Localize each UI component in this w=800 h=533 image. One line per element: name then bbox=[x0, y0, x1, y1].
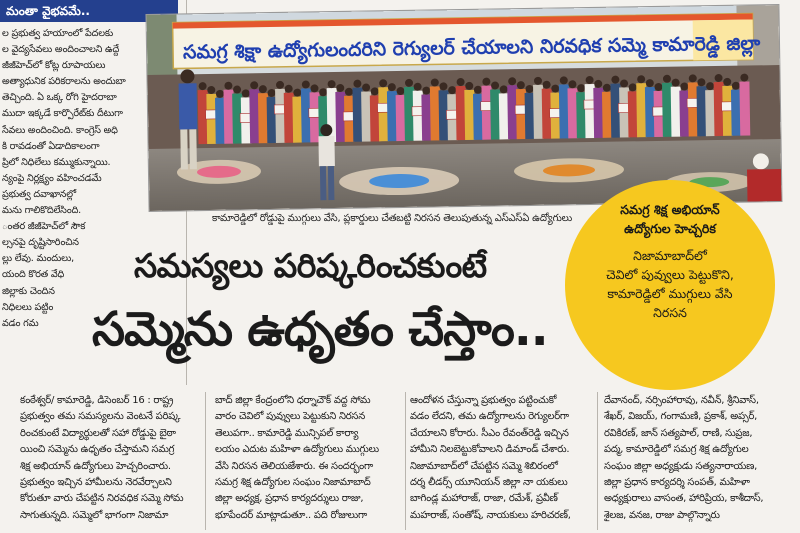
text-line: జిల్లా అధ్యక్ష, ప్రధాన కార్యదర్శులు రాజు, bbox=[215, 493, 364, 505]
text-line: శైలజ, వనజ, రాజు పాల్గొన్నారు bbox=[604, 509, 720, 521]
text-line: వారం చెవిలో పువ్వులు పెట్టుకుని నిరసన bbox=[215, 411, 365, 423]
text-line: జిల్లాకు చెందిన bbox=[2, 285, 55, 297]
text-line: నిధిలలు పట్టిం bbox=[2, 301, 54, 313]
body-column-divider bbox=[597, 392, 598, 530]
text-line: భూపేందర్ మాట్లాడుతూ.. పది రోజులుగా bbox=[215, 509, 367, 521]
left-column-heading: మంతా వైభవమే.. bbox=[0, 0, 178, 22]
body-column-divider bbox=[205, 392, 206, 530]
body-column-divider bbox=[405, 392, 406, 530]
article-column-3 bbox=[410, 393, 592, 524]
text-line: ల వైద్యసేవలు అందించాలని ఉద్దే bbox=[2, 44, 120, 56]
text-line: సంఘం జిల్లా అధ్యక్షుడు సత్యనారాయణ, bbox=[604, 460, 758, 472]
text-line: ఉద్యోగుల హెచ్చరిక bbox=[624, 221, 716, 236]
article-column-4 bbox=[604, 393, 786, 524]
text-line: యించి సమ్మెను ఉధృతం చేస్తామని సమగ్ర bbox=[20, 444, 175, 456]
text-line: కోరుతూ వారు చేపట్టిన నిరవధిక సమ్మె సోమ bbox=[20, 493, 184, 505]
article-column-2 bbox=[215, 393, 397, 524]
text-line: రవికిరణ్, జాన్ సత్యపాల్, రాణి, సుప్రజ, bbox=[604, 427, 753, 439]
text-line: శిక్ష అభియాన్ ఉద్యోగులు హెచ్చరించారు. bbox=[20, 460, 171, 472]
text-line: దేవానంద్, నర్సింహారావు, నవీన్, శ్రీనివాస్, bbox=[604, 395, 759, 406]
protest-photo bbox=[146, 5, 781, 211]
text-line: హామీని నిలబెట్టుకోవాలని డిమాండ్ చేశారు. bbox=[410, 444, 570, 456]
article-column-1 bbox=[20, 393, 202, 524]
badge-heading bbox=[565, 200, 775, 238]
text-line: జిల్లా ప్రధాన కార్యదర్శి సంపత్, మహిళా bbox=[604, 477, 750, 489]
text-line: చేయాలని కోరారు. సీఎం రేవంత్‌రెడ్డి ఇచ్చిన bbox=[410, 427, 569, 439]
text-line: ప్రిలో నిధిలేలు కమ్ముకున్నాయి. bbox=[2, 156, 111, 168]
text-line: రించకుంటే విద్యార్థులతో సహా రోడ్డుపై బైఠా bbox=[20, 427, 176, 439]
text-line: ంతర జీజీహెచ్‌లో సౌక bbox=[2, 221, 86, 233]
text-line: న్యంపై నిర్లక్ష్యం వహించడమే bbox=[2, 172, 102, 184]
text-line: తెచ్చింది. ఏ ఒక్క రోగి హైదరాబా bbox=[2, 92, 117, 104]
text-line: సమగ్ర శిక్ష అభియాన్ bbox=[620, 202, 720, 217]
text-line: ప్రభుత్వం ఇచ్చిన హామీలను నెరవేర్చాలని bbox=[20, 477, 172, 489]
text-line: కి రావడంతో ఏడాదికాలంగా bbox=[2, 140, 100, 152]
text-line: ల్సనపై దృష్టిసారించిన bbox=[2, 237, 79, 249]
text-line: అత్యాధునిక పరికరాలను అందుబా bbox=[2, 76, 126, 88]
text-line: బాగిండ్ల మహారాజ్, రాజా, రమేశ్, ప్రవీణ్ bbox=[410, 493, 558, 505]
text-line: పద్మ, కామారెడ్డిలో సమగ్ర శిక్ష ఉద్యోగుల bbox=[604, 444, 749, 456]
text-line: బాద్ జిల్లా కేంద్రంలోని ధర్నాచౌక్ వద్ద సోమ bbox=[215, 395, 371, 406]
text-line: ప్రభుత్వ దవాఖానల్లో bbox=[2, 188, 76, 200]
main-headline: సమ్మెను ఉధృతం చేస్తాం.. bbox=[92, 302, 548, 357]
text-line: యంది కొరత వేధి bbox=[2, 269, 65, 281]
text-line: ముదా ఇక్కడే కార్పొరేట్‌కు దీటుగా bbox=[2, 108, 123, 120]
text-line: వేసి నిరసన తెలియజేశారు. ఈ సందర్భంగా bbox=[215, 460, 373, 472]
protest-banner bbox=[173, 13, 761, 68]
text-line: నిజామాబాద్‌లో bbox=[633, 248, 707, 263]
text-line: ప్రభుత్వం తమ సమస్యలను వెంటనే పరిష్క bbox=[20, 411, 181, 423]
text-line: నిజామాబాద్‌లో చేపట్టిన సమ్మె శిబిరంలో bbox=[410, 460, 558, 472]
text-line: సాగుతున్నది. సమ్మెలో భాగంగా నిజామా bbox=[20, 509, 169, 521]
text-line: వడం గమ bbox=[2, 317, 39, 329]
text-line: చెవిలో పువ్వులు పెట్టుకొని, bbox=[606, 267, 734, 282]
text-line: సమగ్ర శిక్ష ఉద్యోగుల సంఘం నిజామాబాద్ bbox=[215, 477, 371, 489]
text-line: కంఠేశ్వర్/ కామారెడ్డి, డిసెంబర్ 16 : రాష్ట్ర bbox=[20, 395, 174, 406]
highlight-badge bbox=[565, 180, 775, 390]
text-line: ల్లు లేవు. మందులు, bbox=[2, 253, 74, 265]
headline-kicker: సమస్యలు పరిష్కరించకుంటే bbox=[134, 246, 487, 285]
text-line: మను గాలికొదిలేసింది. bbox=[2, 205, 81, 217]
text-line: ఆందోళన చేస్తున్నా ప్రభుత్వం పట్టించుకో bbox=[410, 395, 557, 406]
text-line: కామారెడ్డిలో ముగ్గులు వేసి bbox=[607, 286, 733, 301]
text-line: నిరసన bbox=[653, 305, 687, 320]
text-line: మహరాజ్, సంతోష్, నాయకులు హరిచరణ్, bbox=[410, 509, 571, 521]
banner-text: సమగ్ర శిక్షా ఉద్యోగులందరిని రెగ్యులర్ చేయాలని నిరవధిక సమ్మె కామారెడ్డి జిల్లా bbox=[182, 32, 761, 64]
badge-body bbox=[565, 246, 775, 322]
photo-caption: కామారెడ్డిలో రోడ్డుపై ముగ్గులు వేసి, ప్లకార్డులు చేతబట్టి నిరసన తెలుపుతున్న ఎస్ఎస్ఏ ఉద్యోగులు bbox=[212, 213, 573, 224]
text-line: శేఖర్, విజయ్, గంగామణి, ప్రకాశ్, అప్సర్, bbox=[604, 411, 758, 423]
text-line: సేవలు అందించింది. కాంగ్రెస్ అధి bbox=[2, 124, 118, 136]
text-line: అధ్యక్షురాలు వాసంత, హారిప్రియ, కాశీదాస్, bbox=[604, 493, 764, 505]
text-line: వడం లేదని, తమ ఉద్యోగాలను రెగ్యులర్‌గా bbox=[410, 411, 569, 423]
text-line: తెలుపగా.. కామారెడ్డి మున్సిపల్ కార్యా bbox=[215, 427, 359, 439]
text-line: జీజీహెచ్‌లో కోట్ల రూపాయలు bbox=[2, 60, 106, 72]
text-line: దర్శ లీడర్స్ యూనియన్ జిల్లా నా యకులు bbox=[410, 477, 568, 489]
text-line: ల ప్రభుత్వ హయాంలో పేదలకు bbox=[2, 28, 113, 39]
text-line: లయం ఎదుట మహిళా ఉద్యోగులు ముగ్గులు bbox=[215, 444, 379, 456]
